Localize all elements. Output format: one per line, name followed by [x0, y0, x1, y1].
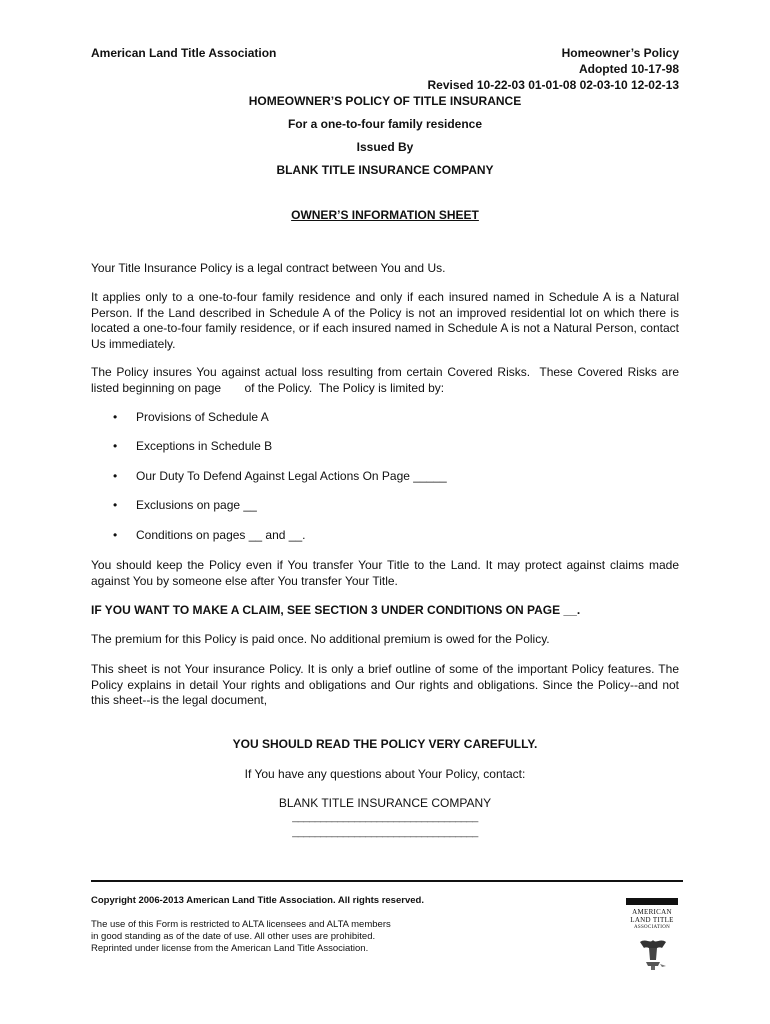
policy-subtitle: For a one-to-four family residence [287, 117, 483, 131]
bullet-text: Exclusions on page __ [136, 498, 257, 512]
logo-bar [626, 898, 678, 905]
license-line: in good standing as of the date of use. All other uses are prohibited. [91, 931, 376, 942]
bullet-text: Conditions on pages __ and __. [136, 528, 306, 542]
claim-notice: IF YOU WANT TO MAKE A CLAIM, SEE SECTION 3 UNDER CONDITIONS ON PAGE __. [91, 603, 581, 617]
bullet-text: Our Duty To Defend Against Legal Actions On Page _____ [136, 469, 447, 483]
bullet-dot: • [113, 528, 118, 542]
eagle-emblem-icon [636, 936, 670, 972]
alta-logo [626, 898, 678, 974]
read-carefully: YOU SHOULD READ THE POLICY VERY CAREFULLY. [232, 737, 538, 751]
paragraph-covered-risks: The Policy insures You against actual loss resulting from certain Covered Risks. These Covered Risks are listed beginning on page of the Policy. The Policy is limited by: [91, 365, 683, 395]
sheet-title [90, 208, 680, 223]
license-line: The use of this Form is restricted to ALTA licensees and ALTA members [91, 919, 391, 930]
contact-company: BLANK TITLE INSURANCE COMPANY [278, 796, 492, 810]
bullet-dot: • [113, 469, 118, 483]
footer-divider [91, 880, 683, 882]
paragraph-keep-policy: You should keep the Policy even if You transfer Your Title to the Land. It may protect against claims made against You by someone else after You transfer Your Title. [91, 558, 679, 588]
logo-text-line: AMERICAN [632, 908, 672, 916]
logo-text-line: LAND TITLE [630, 916, 674, 924]
contact-line: If You have any questions about Your Policy, contact: [244, 767, 526, 781]
bullet-dot: • [113, 439, 118, 453]
copyright: Copyright 2006-2013 American Land Title Association. All rights reserved. [91, 895, 424, 906]
paragraph-applies: It applies only to a one-to-four family residence and only if each insured named in Schedule A is a Natural Person. If the Land described in Schedule A of the Policy is not an improved residential lot on which there is located a one-to-four family residence, or if each insured named in Schedule A is not a Natural Person, contact Us immediately. [91, 290, 679, 351]
bullet-dot: • [113, 410, 118, 424]
bullet-text: Exceptions in Schedule B [136, 439, 273, 453]
logo-text [626, 908, 678, 931]
sheet-title-text: OWNER’S INFORMATION SHEET [291, 208, 479, 222]
issuer-company: BLANK TITLE INSURANCE COMPANY [276, 163, 494, 177]
header-revised: Revised 10-22-03 01-01-08 02-03-10 12-02-13 [427, 78, 679, 92]
paragraph-premium: The premium for this Policy is paid once. No additional premium is owed for the Policy. [91, 632, 550, 646]
issued-by: Issued By [356, 140, 414, 154]
policy-title: HOMEOWNER’S POLICY OF TITLE INSURANCE [248, 94, 522, 108]
header-adopted: Adopted 10-17-98 [578, 62, 679, 76]
logo-text-line: ASSOCIATION [633, 925, 671, 930]
paragraph-contract: Your Title Insurance Policy is a legal contract between You and Us. [91, 261, 446, 275]
header-org: American Land Title Association [91, 46, 277, 60]
paragraph-outline: This sheet is not Your insurance Policy. It is only a brief outline of some of the important Policy features. The Policy explains in detail Your rights and obligations and Our rights and obligations. Since the Policy--and not this sheet--is the legal document, [91, 662, 679, 707]
license-line: Reprinted under license from the American Land Title Association. [91, 943, 369, 954]
blank-line: _________________________________ [292, 811, 478, 823]
bullet-text: Provisions of Schedule A [136, 410, 269, 424]
blank-line: _________________________________ [292, 826, 478, 838]
header-policy-name: Homeowner’s Policy [561, 46, 679, 60]
bullet-dot: • [113, 498, 118, 512]
